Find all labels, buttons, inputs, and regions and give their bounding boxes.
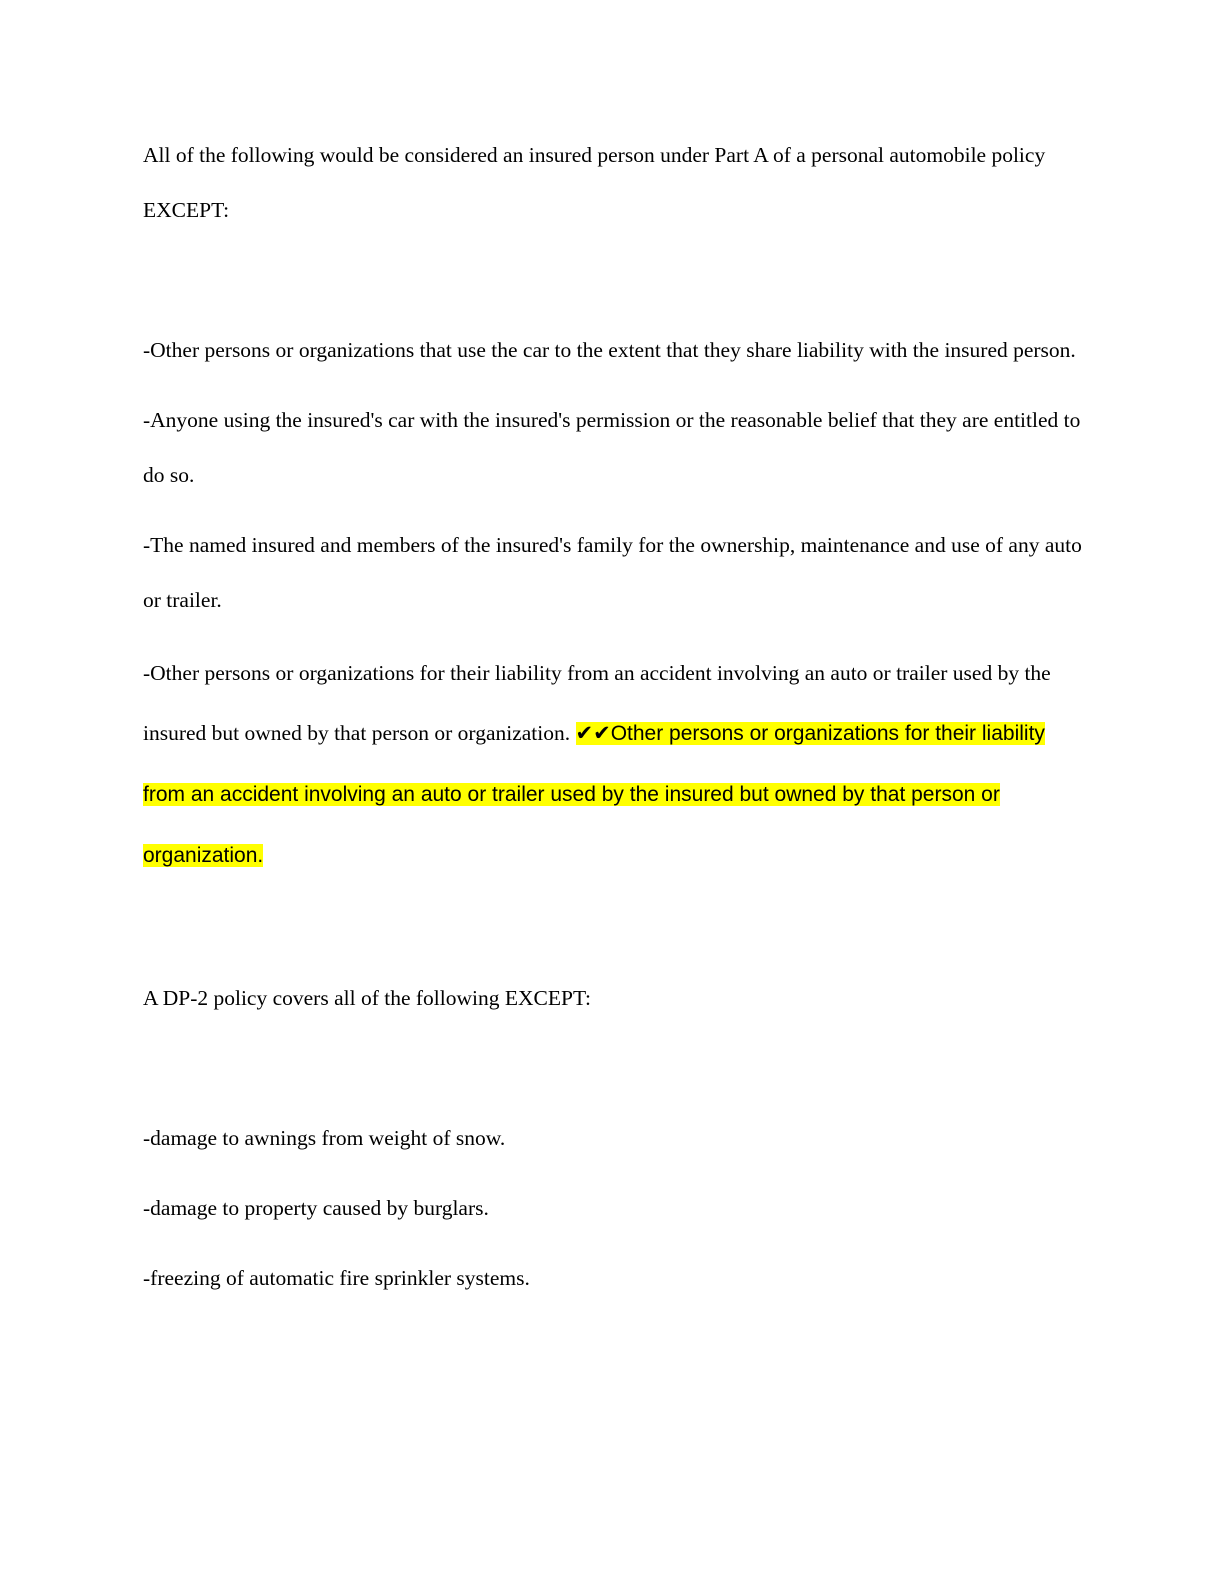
question-2-stem: A DP-2 policy covers all of the following EXCEPT: bbox=[143, 986, 591, 1010]
spacer bbox=[143, 886, 1083, 971]
question-1-answer: Other persons or organizations for their liability from an accident involving an auto or trailer used by the insured but owned by that person or organization. bbox=[143, 722, 1045, 867]
document-page bbox=[143, 128, 1083, 1306]
question-1-option-1: -Other persons or organizations that use the car to the extent that they share liability with the insured person. bbox=[143, 338, 1076, 362]
question-2-option-1: -damage to awnings from weight of snow. bbox=[143, 1126, 506, 1150]
spacer bbox=[143, 238, 1083, 323]
question-2-option-2: -damage to property caused by burglars. bbox=[143, 1196, 489, 1220]
question-1-option-2: -Anyone using the insured's car with the insured's permission or the reasonable belief that they are entitled to do so. bbox=[143, 408, 1081, 487]
question-1-option-3: -The named insured and members of the insured's family for the ownership, maintenance and use of any auto or trailer. bbox=[143, 533, 1082, 612]
question-1-option-4 bbox=[143, 643, 1083, 886]
question-2-option-3: -freezing of automatic fire sprinkler systems. bbox=[143, 1266, 530, 1290]
question-1-stem: All of the following would be considered an insured person under Part A of a personal automobile policy EXCEPT: bbox=[143, 143, 1046, 222]
double-check-icon: ✔✔ bbox=[575, 721, 611, 745]
question-1-option-4-text: -Other persons or organizations for their liability from an accident involving an auto or trailer used by the insured but owned by that person or organization. bbox=[143, 661, 1051, 745]
spacer bbox=[143, 1026, 1083, 1111]
